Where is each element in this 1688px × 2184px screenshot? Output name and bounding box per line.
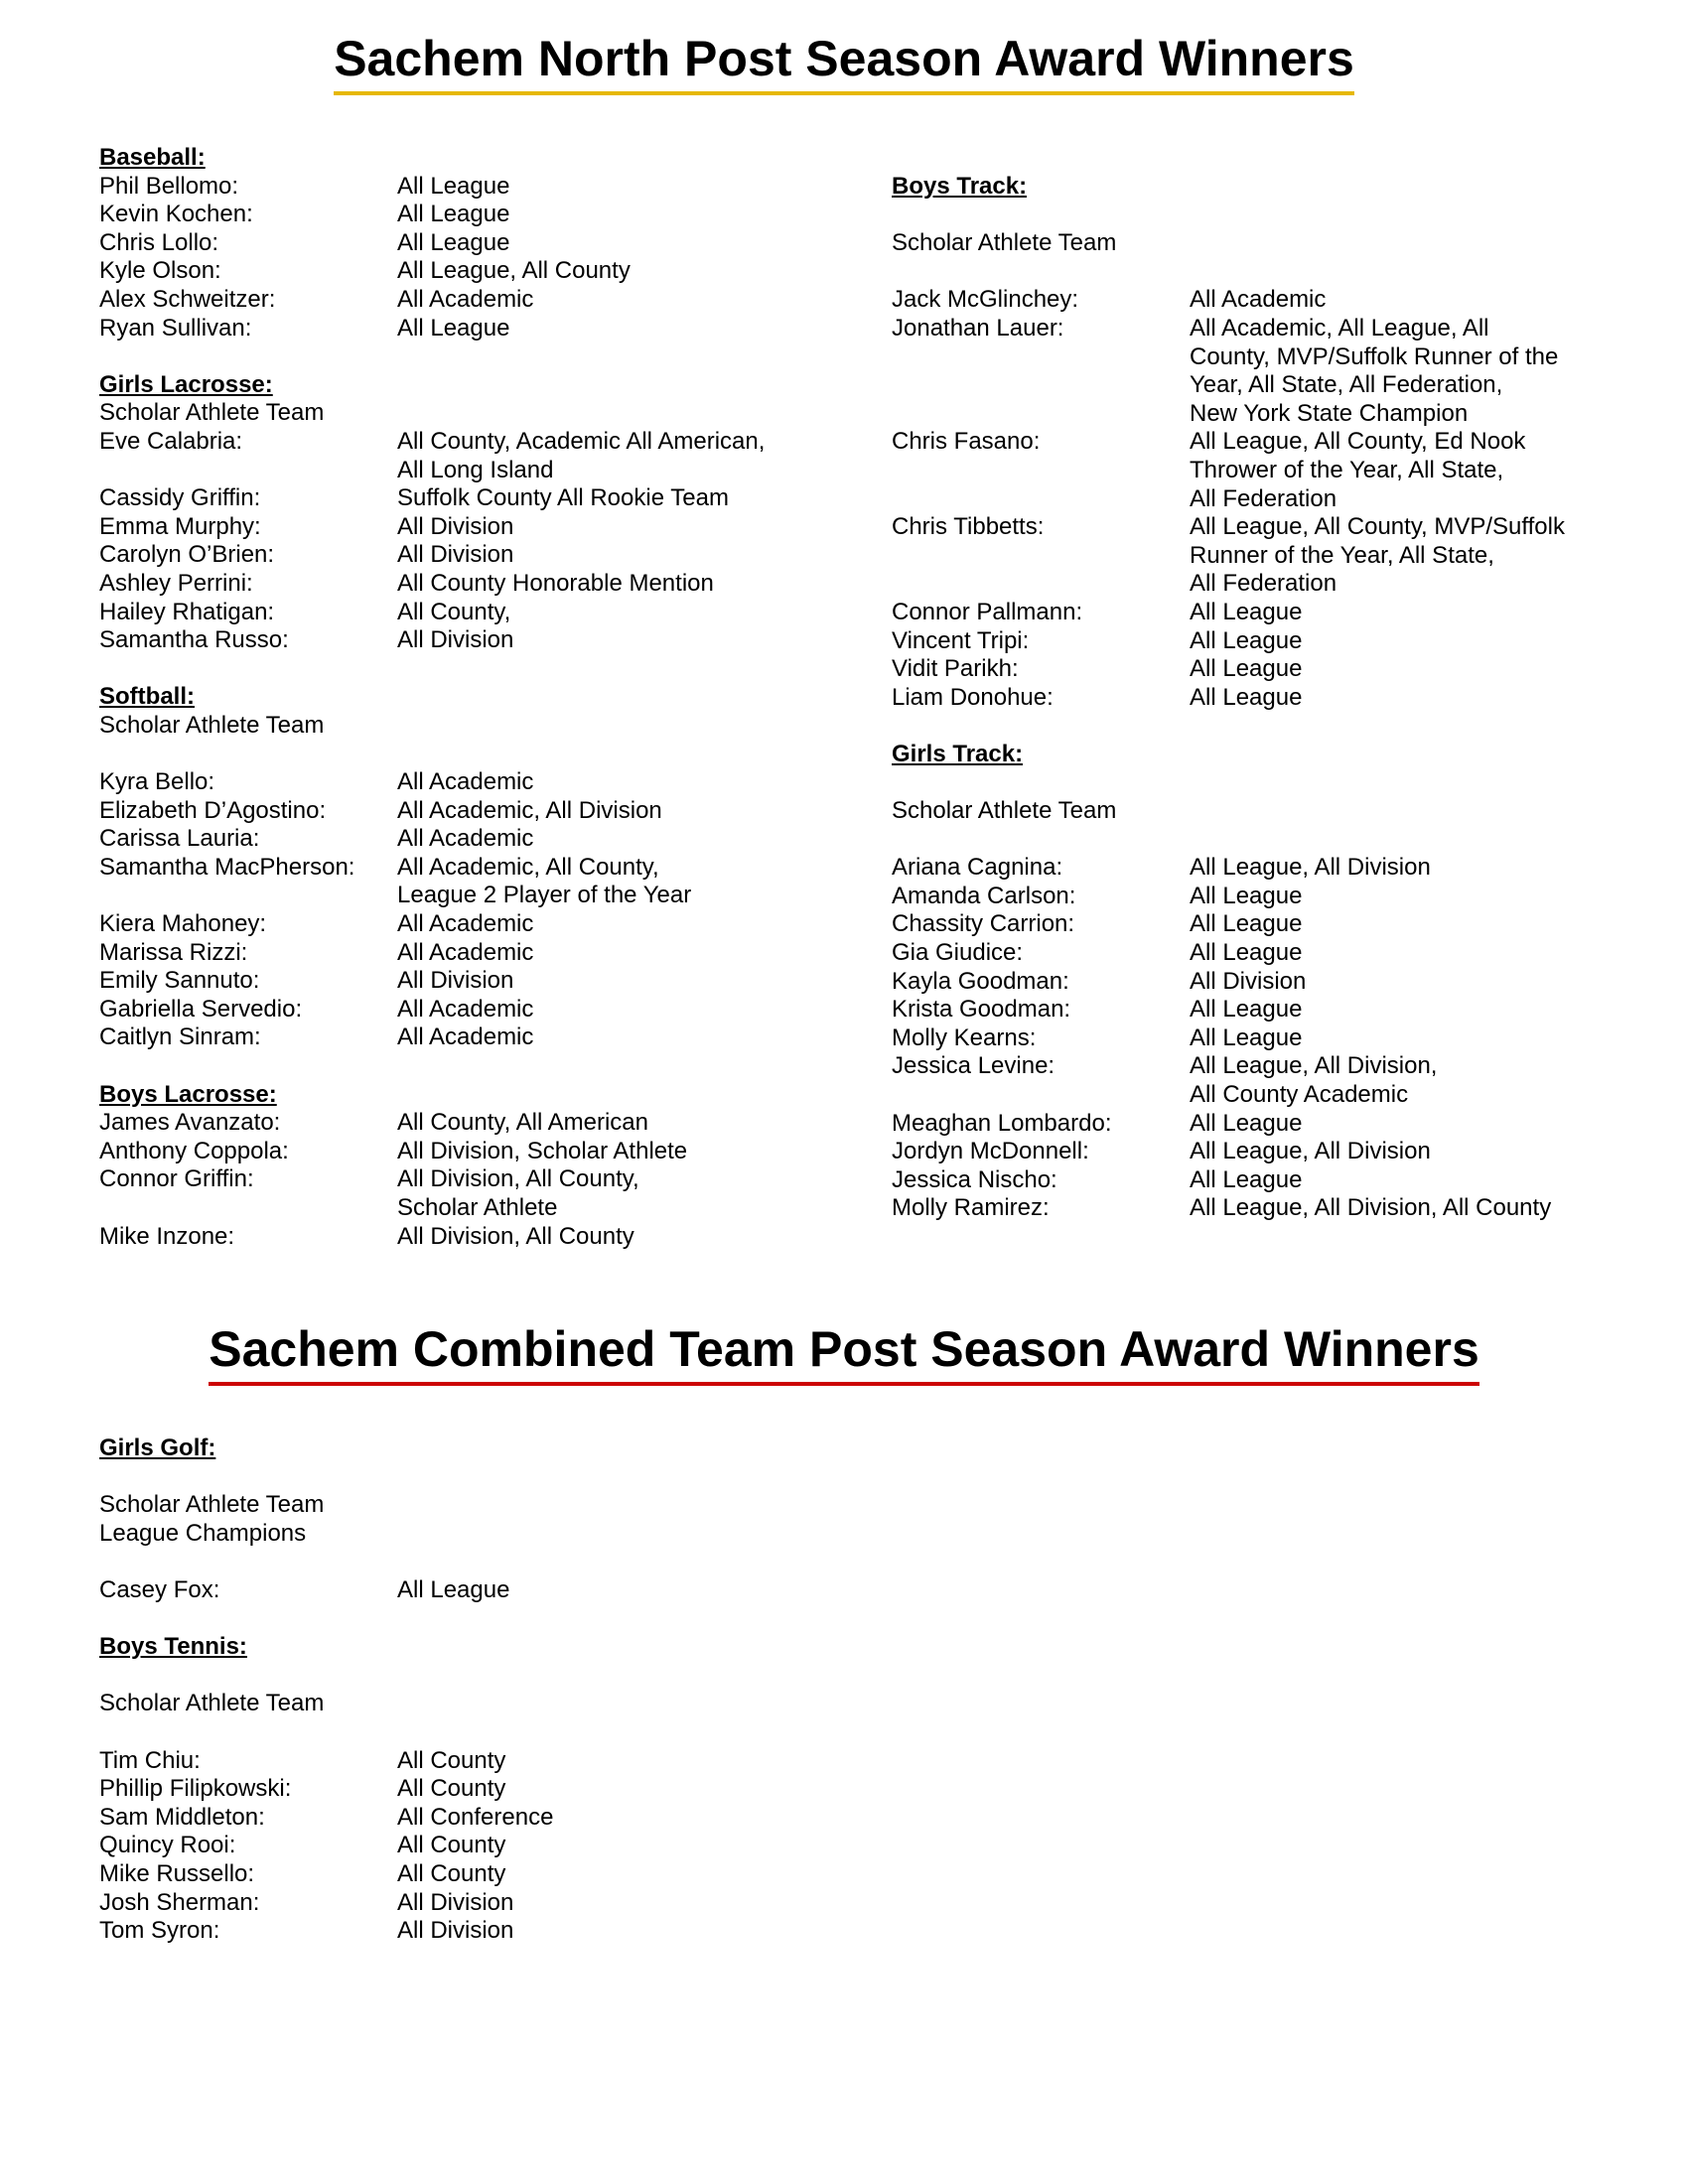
award-text: [397, 1832, 814, 1860]
award-line: All League, All County, Ed Nook: [1190, 428, 1526, 456]
section-heading: Boys Tennis:: [99, 1633, 247, 1661]
athlete-name: Kyra Bello:: [99, 768, 215, 796]
award-line: All Division: [397, 512, 514, 540]
athlete-name: Jonathan Lauer:: [892, 314, 1064, 341]
athlete-name: Chassity Carrion:: [892, 910, 1075, 938]
award-row: [892, 627, 1607, 656]
award-text: [397, 825, 814, 854]
award-row: [99, 1576, 814, 1605]
award-row: [892, 883, 1607, 911]
award-text: [1190, 286, 1607, 315]
award-text: [397, 513, 814, 542]
award-line: All League: [397, 201, 510, 228]
award-line: All League: [397, 172, 510, 200]
award-text: [397, 967, 814, 996]
award-text: [397, 229, 814, 258]
award-line: All League: [1190, 626, 1303, 654]
award-line: All Academic: [397, 995, 534, 1023]
award-text: [397, 1747, 814, 1776]
award-line: All Academic: [397, 1024, 534, 1051]
award-row: [99, 996, 814, 1024]
award-line: All County Honorable Mention: [397, 569, 714, 597]
award-text: [397, 541, 814, 570]
section-heading: Boys Lacrosse:: [99, 1080, 277, 1108]
athlete-name: Kayla Goodman:: [892, 967, 1069, 995]
section-girls-golf: [99, 1434, 814, 1605]
award-text: [397, 428, 814, 484]
north-right-column: [892, 173, 1607, 1223]
section-boys-lacrosse: [99, 1081, 814, 1252]
section-note: Scholar Athlete Team: [892, 797, 1117, 825]
award-row: [99, 1747, 814, 1776]
award-line: All Academic, All League, All: [1190, 314, 1489, 341]
award-line: All League, All County: [397, 257, 631, 285]
award-line: All League: [1190, 1109, 1303, 1137]
award-text: [397, 1576, 814, 1605]
athlete-name: Chris Lollo:: [99, 228, 219, 256]
award-line: All County: [397, 1746, 506, 1774]
award-row: [99, 967, 814, 996]
athlete-name: Gia Giudice:: [892, 939, 1024, 967]
award-row: [99, 1832, 814, 1860]
north-left-column: [99, 144, 814, 1251]
athlete-name: Ashley Perrini:: [99, 569, 253, 597]
award-text: [397, 173, 814, 202]
award-text: [397, 201, 814, 229]
athlete-name: Samantha MacPherson:: [99, 853, 355, 881]
athlete-name: Mike Russello:: [99, 1859, 255, 1887]
award-text: [1190, 599, 1607, 627]
award-text: [397, 1775, 814, 1804]
award-line: All Academic: [397, 938, 534, 966]
award-line: League 2 Player of the Year: [397, 882, 692, 909]
award-text: [1190, 883, 1607, 911]
award-line: Scholar Athlete: [397, 1193, 558, 1221]
award-row: [99, 484, 814, 513]
athlete-name: Chris Tibbetts:: [892, 513, 1045, 541]
section-note: League Champions: [99, 1519, 307, 1547]
athlete-name: Josh Sherman:: [99, 1888, 260, 1916]
title-combined-text: Sachem Combined Team Post Season Award Winners: [209, 1320, 1479, 1386]
award-text: [1190, 1052, 1607, 1109]
award-row: [892, 1110, 1607, 1139]
award-line: All Division, All County,: [397, 1165, 639, 1193]
athlete-name: Jessica Levine:: [892, 1052, 1055, 1080]
award-row: [892, 315, 1607, 428]
award-line: All Division: [397, 626, 514, 654]
award-line: All County, Academic All American,: [397, 427, 766, 455]
athlete-name: Casey Fox:: [99, 1575, 220, 1603]
award-row: [99, 1775, 814, 1804]
athlete-name: Kyle Olson:: [99, 257, 221, 285]
award-row: [892, 854, 1607, 883]
award-text: [397, 996, 814, 1024]
section-heading: Boys Track:: [892, 173, 1028, 200]
athlete-name: Amanda Carlson:: [892, 882, 1076, 909]
award-line: County, MVP/Suffolk Runner of the: [1190, 342, 1559, 370]
athlete-name: Gabriella Servedio:: [99, 995, 303, 1023]
award-row: [892, 1052, 1607, 1109]
award-line: All Academic: [397, 285, 534, 313]
award-line: All Academic, All Division: [397, 796, 662, 824]
award-text: [1190, 428, 1607, 513]
award-line: All League: [397, 1575, 510, 1603]
award-line: All County: [397, 1832, 506, 1859]
award-row: [99, 1138, 814, 1166]
award-line: All League: [1190, 655, 1303, 683]
award-text: [397, 286, 814, 315]
award-text: [397, 768, 814, 797]
award-row: [99, 797, 814, 826]
award-text: [397, 1024, 814, 1052]
award-row: [892, 1138, 1607, 1166]
award-row: [99, 1804, 814, 1833]
section-note: Scholar Athlete Team: [99, 399, 325, 427]
award-text: [397, 1223, 814, 1252]
award-row: [99, 541, 814, 570]
section-note: Scholar Athlete Team: [99, 711, 325, 739]
award-text: [1190, 1110, 1607, 1139]
award-line: New York State Champion: [1190, 399, 1469, 427]
award-line: All Division: [397, 1888, 514, 1916]
award-line: All Academic: [1190, 286, 1327, 314]
page-title-combined: [0, 1320, 1688, 1386]
combined-column: [99, 1434, 814, 1946]
award-text: [1190, 315, 1607, 428]
award-text: [1190, 684, 1607, 713]
award-line: All Academic: [397, 910, 534, 938]
award-row: [99, 257, 814, 286]
award-text: [397, 315, 814, 343]
award-row: [892, 939, 1607, 968]
section-note: Scholar Athlete Team: [99, 1690, 325, 1717]
award-line: All League: [1190, 939, 1303, 967]
award-text: [1190, 910, 1607, 939]
athlete-name: Connor Griffin:: [99, 1165, 254, 1193]
award-row: [892, 513, 1607, 599]
award-row: [892, 1194, 1607, 1223]
athlete-name: Vidit Parikh:: [892, 655, 1019, 683]
athlete-name: Emily Sannuto:: [99, 967, 260, 995]
award-line: All League: [1190, 1024, 1303, 1051]
award-text: [1190, 939, 1607, 968]
award-text: [1190, 854, 1607, 883]
award-text: [397, 1138, 814, 1166]
award-text: [397, 854, 814, 910]
athlete-name: Vincent Tripi:: [892, 626, 1030, 654]
athlete-name: Jessica Nischo:: [892, 1165, 1057, 1193]
award-row: [892, 910, 1607, 939]
award-text: [397, 484, 814, 513]
athlete-name: Quincy Rooi:: [99, 1832, 236, 1859]
award-row: [892, 428, 1607, 513]
athlete-name: Carolyn O’Brien:: [99, 541, 275, 569]
section-boys-track: [892, 173, 1607, 712]
award-text: [397, 1860, 814, 1889]
athlete-name: Mike Inzone:: [99, 1222, 235, 1250]
athlete-name: Krista Goodman:: [892, 996, 1071, 1024]
award-row: [99, 1223, 814, 1252]
section-softball: [99, 683, 814, 1052]
athlete-name: Eve Calabria:: [99, 427, 243, 455]
award-row: [99, 229, 814, 258]
award-line: All Division: [397, 1917, 514, 1945]
award-line: All League: [397, 314, 510, 341]
award-text: [1190, 1138, 1607, 1166]
athlete-name: Emma Murphy:: [99, 512, 261, 540]
award-line: Thrower of the Year, All State,: [1190, 456, 1504, 483]
athlete-name: Kiera Mahoney:: [99, 910, 267, 938]
award-text: [1190, 996, 1607, 1024]
award-line: All Division: [1190, 967, 1307, 995]
award-line: All League: [1190, 598, 1303, 625]
award-line: Suffolk County All Rookie Team: [397, 484, 729, 512]
award-line: All League, All County, MVP/Suffolk: [1190, 513, 1565, 541]
award-line: All County Academic: [1190, 1081, 1409, 1108]
athlete-name: Caitlyn Sinram:: [99, 1024, 261, 1051]
award-line: All County: [397, 1859, 506, 1887]
award-line: All Conference: [397, 1803, 554, 1831]
section-heading: Girls Golf:: [99, 1434, 216, 1461]
section-girls-lacrosse: [99, 371, 814, 655]
award-line: All League, All Division: [1190, 1138, 1431, 1165]
award-line: All League, All Division, All County: [1190, 1194, 1552, 1222]
athlete-name: Carissa Lauria:: [99, 825, 260, 853]
award-line: Runner of the Year, All State,: [1190, 541, 1494, 569]
award-line: All League, All Division,: [1190, 1052, 1438, 1080]
athlete-name: Anthony Coppola:: [99, 1137, 289, 1164]
award-line: Year, All State, All Federation,: [1190, 371, 1503, 399]
award-row: [892, 655, 1607, 684]
section-baseball: [99, 144, 814, 342]
award-row: [892, 1024, 1607, 1053]
award-line: All League: [1190, 996, 1303, 1024]
athlete-name: Tom Syron:: [99, 1917, 220, 1945]
award-row: [99, 173, 814, 202]
section-heading: Girls Track:: [892, 740, 1024, 767]
award-row: [99, 286, 814, 315]
athlete-name: Elizabeth D’Agostino:: [99, 796, 327, 824]
section-boys-tennis: [99, 1633, 814, 1946]
athlete-name: Chris Fasano:: [892, 428, 1041, 456]
award-line: All Division: [397, 967, 514, 995]
award-text: [397, 1917, 814, 1946]
athlete-name: Jack McGlinchey:: [892, 286, 1079, 314]
award-row: [99, 768, 814, 797]
award-line: All Federation: [1190, 484, 1337, 512]
athlete-name: Alex Schweitzer:: [99, 285, 276, 313]
award-text: [397, 910, 814, 939]
award-row: [99, 201, 814, 229]
award-line: All Federation: [1190, 570, 1337, 598]
award-line: All Academic: [397, 825, 534, 853]
award-text: [397, 626, 814, 655]
award-row: [99, 1889, 814, 1918]
award-row: [99, 854, 814, 910]
award-line: All Academic, All County,: [397, 853, 659, 881]
athlete-name: Molly Kearns:: [892, 1024, 1037, 1051]
section-note: Scholar Athlete Team: [99, 1491, 325, 1519]
title-north-text: Sachem North Post Season Award Winners: [334, 30, 1354, 95]
award-text: [397, 570, 814, 599]
award-line: All League: [1190, 910, 1303, 938]
award-line: All Academic: [397, 768, 534, 796]
page-title-north: [0, 30, 1688, 95]
award-row: [99, 599, 814, 627]
section-note: Scholar Athlete Team: [892, 229, 1117, 257]
award-line: All Division, All County: [397, 1222, 634, 1250]
award-row: [892, 684, 1607, 713]
award-text: [397, 797, 814, 826]
award-row: [99, 1165, 814, 1222]
award-row: [99, 1109, 814, 1138]
athlete-name: Cassidy Griffin:: [99, 484, 261, 512]
award-text: [397, 1804, 814, 1833]
award-text: [397, 1109, 814, 1138]
award-text: [1190, 627, 1607, 656]
award-line: All County, All American: [397, 1109, 648, 1137]
section-girls-track: [892, 741, 1607, 1223]
athlete-name: Samantha Russo:: [99, 626, 289, 654]
award-row: [99, 1024, 814, 1052]
award-text: [1190, 655, 1607, 684]
athlete-name: Ariana Cagnina:: [892, 854, 1063, 882]
athlete-name: Tim Chiu:: [99, 1746, 201, 1774]
award-text: [397, 599, 814, 627]
award-row: [99, 910, 814, 939]
award-row: [892, 286, 1607, 315]
award-text: [397, 1889, 814, 1918]
award-line: All Long Island: [397, 456, 554, 483]
section-heading: Baseball:: [99, 144, 206, 171]
award-row: [99, 570, 814, 599]
athlete-name: Phillip Filipkowski:: [99, 1775, 292, 1803]
award-row: [99, 1917, 814, 1946]
athlete-name: Hailey Rhatigan:: [99, 598, 275, 625]
athlete-name: Liam Donohue:: [892, 683, 1054, 711]
award-text: [397, 257, 814, 286]
award-text: [1190, 1166, 1607, 1195]
athlete-name: Molly Ramirez:: [892, 1194, 1050, 1222]
award-row: [99, 825, 814, 854]
athlete-name: Marissa Rizzi:: [99, 938, 248, 966]
award-text: [1190, 1024, 1607, 1053]
award-row: [892, 996, 1607, 1024]
athlete-name: Ryan Sullivan:: [99, 314, 252, 341]
award-row: [99, 939, 814, 968]
award-row: [892, 968, 1607, 997]
award-text: [1190, 513, 1607, 599]
award-text: [1190, 1194, 1607, 1223]
award-line: All County,: [397, 598, 511, 625]
athlete-name: James Avanzato:: [99, 1109, 281, 1137]
award-line: All League: [397, 228, 510, 256]
award-line: All League: [1190, 1165, 1303, 1193]
athlete-name: Meaghan Lombardo:: [892, 1109, 1112, 1137]
award-line: All County: [397, 1775, 506, 1803]
award-row: [892, 599, 1607, 627]
award-text: [397, 1165, 814, 1222]
athlete-name: Connor Pallmann:: [892, 598, 1083, 625]
award-row: [99, 626, 814, 655]
award-line: All League, All Division: [1190, 854, 1431, 882]
award-line: All League: [1190, 882, 1303, 909]
award-row: [99, 1860, 814, 1889]
award-row: [892, 1166, 1607, 1195]
section-heading: Softball:: [99, 683, 195, 711]
award-line: All Division: [397, 541, 514, 569]
award-row: [99, 428, 814, 484]
athlete-name: Kevin Kochen:: [99, 201, 253, 228]
award-text: [397, 939, 814, 968]
award-row: [99, 513, 814, 542]
section-heading: Girls Lacrosse:: [99, 370, 273, 398]
athlete-name: Sam Middleton:: [99, 1803, 265, 1831]
award-row: [99, 315, 814, 343]
award-line: All Division, Scholar Athlete: [397, 1137, 688, 1164]
athlete-name: Jordyn McDonnell:: [892, 1138, 1089, 1165]
award-line: All League: [1190, 683, 1303, 711]
award-text: [1190, 968, 1607, 997]
athlete-name: Phil Bellomo:: [99, 172, 239, 200]
